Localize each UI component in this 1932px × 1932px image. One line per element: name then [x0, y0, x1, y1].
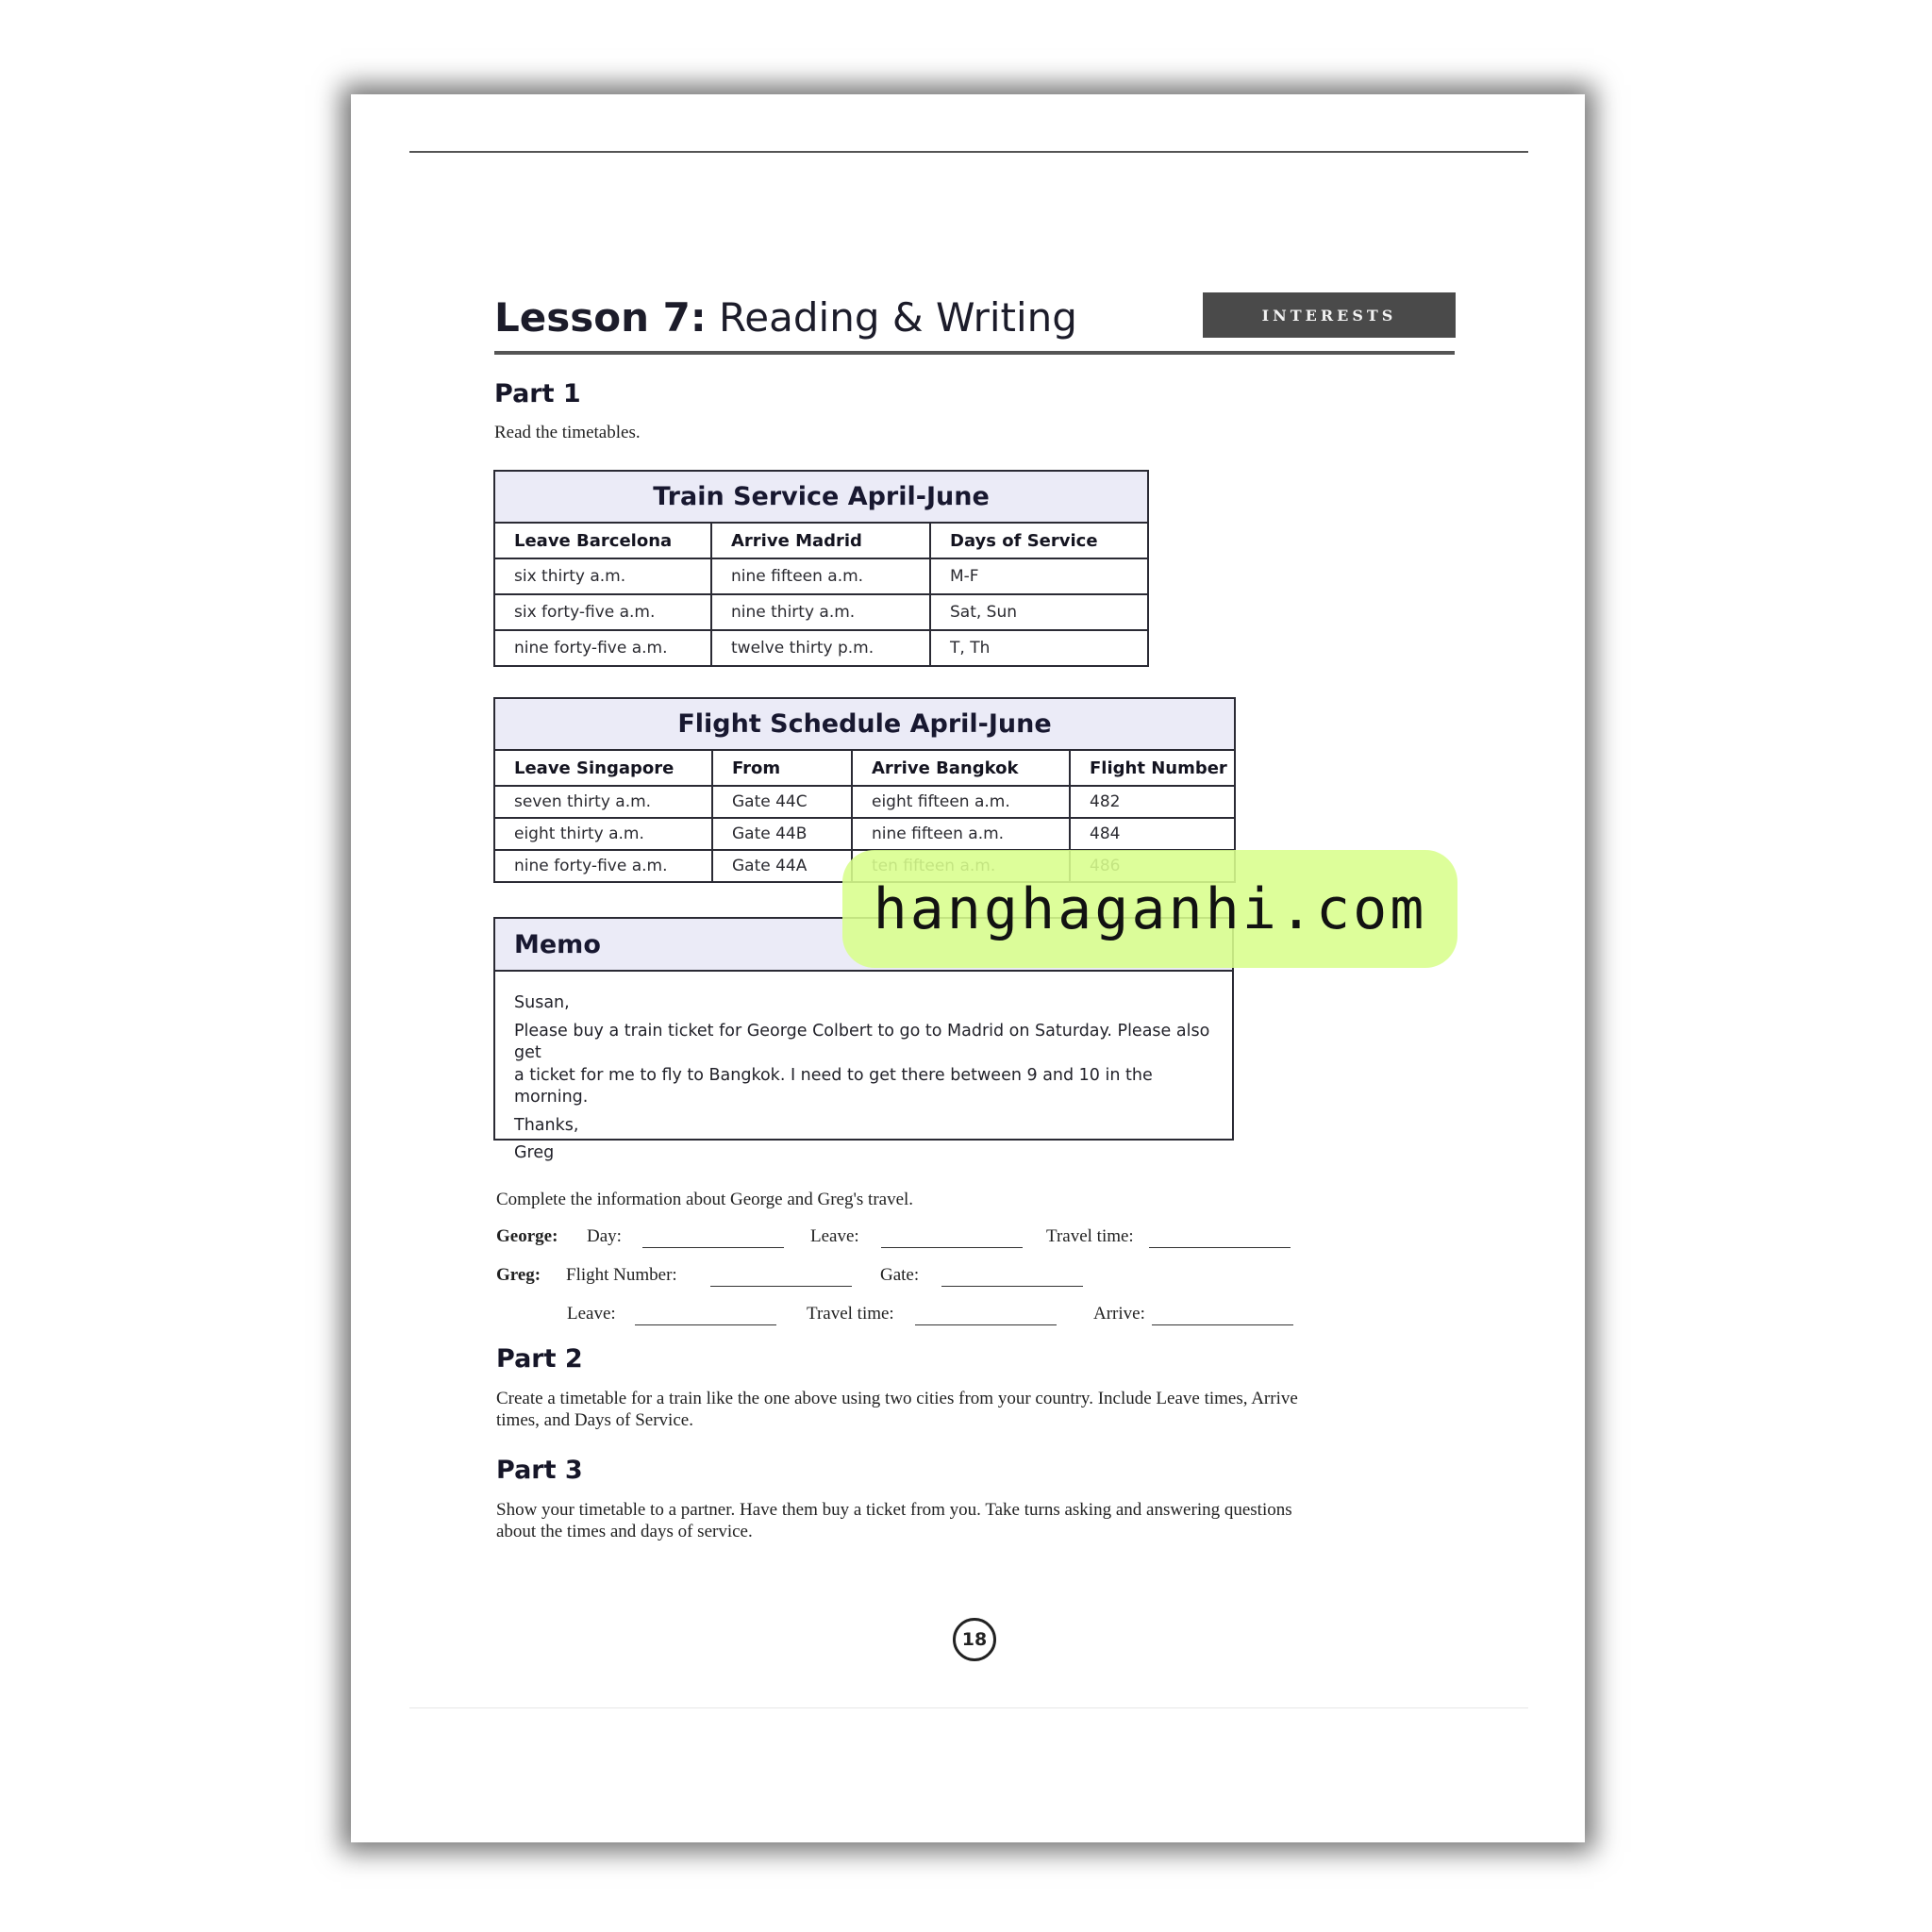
page-number: 18 [953, 1618, 996, 1661]
gate-label: Gate: [880, 1265, 920, 1285]
part3-line: about the times and days of service. [496, 1522, 753, 1541]
lesson-title [494, 294, 1077, 341]
day-blank[interactable] [642, 1247, 784, 1248]
flight-col-header: Flight Number [1070, 750, 1235, 786]
table-cell: seven thirty a.m. [494, 786, 712, 818]
part3-line: Show your timetable to a partner. Have them buy a ticket from you. Take turns asking and answering questions [496, 1500, 1292, 1520]
table-cell: Sat, Sun [930, 594, 1148, 630]
table-cell: T, Th [930, 630, 1148, 666]
interests-tag: INTERESTS [1203, 292, 1456, 338]
flight-number-blank[interactable] [710, 1286, 852, 1287]
train-col-header: Arrive Madrid [711, 523, 930, 558]
train-col-header: Leave Barcelona [494, 523, 711, 558]
arrive-blank[interactable] [1152, 1324, 1293, 1325]
memo-signature: Greg [514, 1143, 555, 1162]
table-row [494, 818, 1235, 850]
train-table-title: Train Service April-June [494, 471, 1148, 523]
table-cell: Gate 44C [712, 786, 852, 818]
flight-table-title: Flight Schedule April-June [494, 698, 1235, 750]
memo-title: Memo [495, 919, 1232, 972]
part1-heading: Part 1 [494, 379, 581, 408]
greg-row-2 [496, 1304, 1345, 1332]
flight-number-label: Flight Number: [566, 1265, 677, 1285]
memo-greeting: Susan, [514, 993, 570, 1012]
table-row [494, 786, 1235, 818]
leave-label: Leave: [810, 1226, 859, 1246]
greg-row [496, 1265, 1345, 1293]
travel-time-label: Travel time: [1046, 1226, 1134, 1246]
table-cell: nine fifteen a.m. [852, 818, 1070, 850]
arrive-label: Arrive: [1093, 1304, 1145, 1324]
travel-time-blank[interactable] [1149, 1247, 1291, 1248]
leave-blank[interactable] [635, 1324, 776, 1325]
lesson-name: Reading & Writing [719, 294, 1077, 341]
part2-line: times, and Days of Service. [496, 1410, 693, 1430]
leave-label: Leave: [567, 1304, 616, 1324]
table-cell: 484 [1070, 818, 1235, 850]
flight-col-header: Arrive Bangkok [852, 750, 1070, 786]
table-cell: nine forty-five a.m. [494, 630, 711, 666]
greg-label: Greg: [496, 1265, 541, 1285]
memo-body [495, 972, 1232, 1165]
day-label: Day: [587, 1226, 622, 1246]
table-cell: nine forty-five a.m. [494, 850, 712, 882]
george-label: George: [496, 1226, 558, 1246]
train-col-header: Days of Service [930, 523, 1148, 558]
table-cell: M-F [930, 558, 1148, 594]
lesson-label: Lesson 7: [494, 294, 707, 341]
memo-closing: Thanks, [514, 1115, 579, 1135]
memo-line: a ticket for me to fly to Bangkok. I need to get there between 9 and 10 in the morning. [514, 1065, 1153, 1107]
table-cell: nine fifteen a.m. [711, 558, 930, 594]
table-row [494, 594, 1148, 630]
flight-col-header: Leave Singapore [494, 750, 712, 786]
memo-line: Please buy a train ticket for George Colbert to go to Madrid on Saturday. Please also get [514, 1021, 1210, 1062]
part1-instruction: Read the timetables. [494, 423, 641, 442]
table-row [494, 630, 1148, 666]
flight-col-header: From [712, 750, 852, 786]
table-cell: six forty-five a.m. [494, 594, 711, 630]
table-cell: Gate 44A [712, 850, 852, 882]
part2-heading: Part 2 [496, 1344, 583, 1374]
train-timetable [493, 470, 1149, 667]
watermark-banner: hanghaganhi.com [842, 850, 1457, 968]
table-row [494, 558, 1148, 594]
table-cell: twelve thirty p.m. [711, 630, 930, 666]
table-cell: eight thirty a.m. [494, 818, 712, 850]
title-rule [494, 351, 1455, 355]
table-cell: eight fifteen a.m. [852, 786, 1070, 818]
bottom-rule [409, 1707, 1528, 1708]
gate-blank[interactable] [941, 1286, 1083, 1287]
george-row [496, 1226, 1345, 1255]
table-cell: nine thirty a.m. [711, 594, 930, 630]
travel-time-blank[interactable] [915, 1324, 1057, 1325]
top-rule [409, 151, 1528, 153]
worksheet-page [351, 94, 1585, 1842]
table-cell: Gate 44B [712, 818, 852, 850]
leave-blank[interactable] [881, 1247, 1023, 1248]
table-cell: 482 [1070, 786, 1235, 818]
exercise-instruction: Complete the information about George and Greg's travel. [496, 1190, 914, 1209]
part3-heading: Part 3 [496, 1456, 583, 1485]
travel-time-label: Travel time: [807, 1304, 894, 1324]
table-cell: six thirty a.m. [494, 558, 711, 594]
part2-line: Create a timetable for a train like the one above using two cities from your country. Include Leave times, Arrive [496, 1389, 1298, 1408]
